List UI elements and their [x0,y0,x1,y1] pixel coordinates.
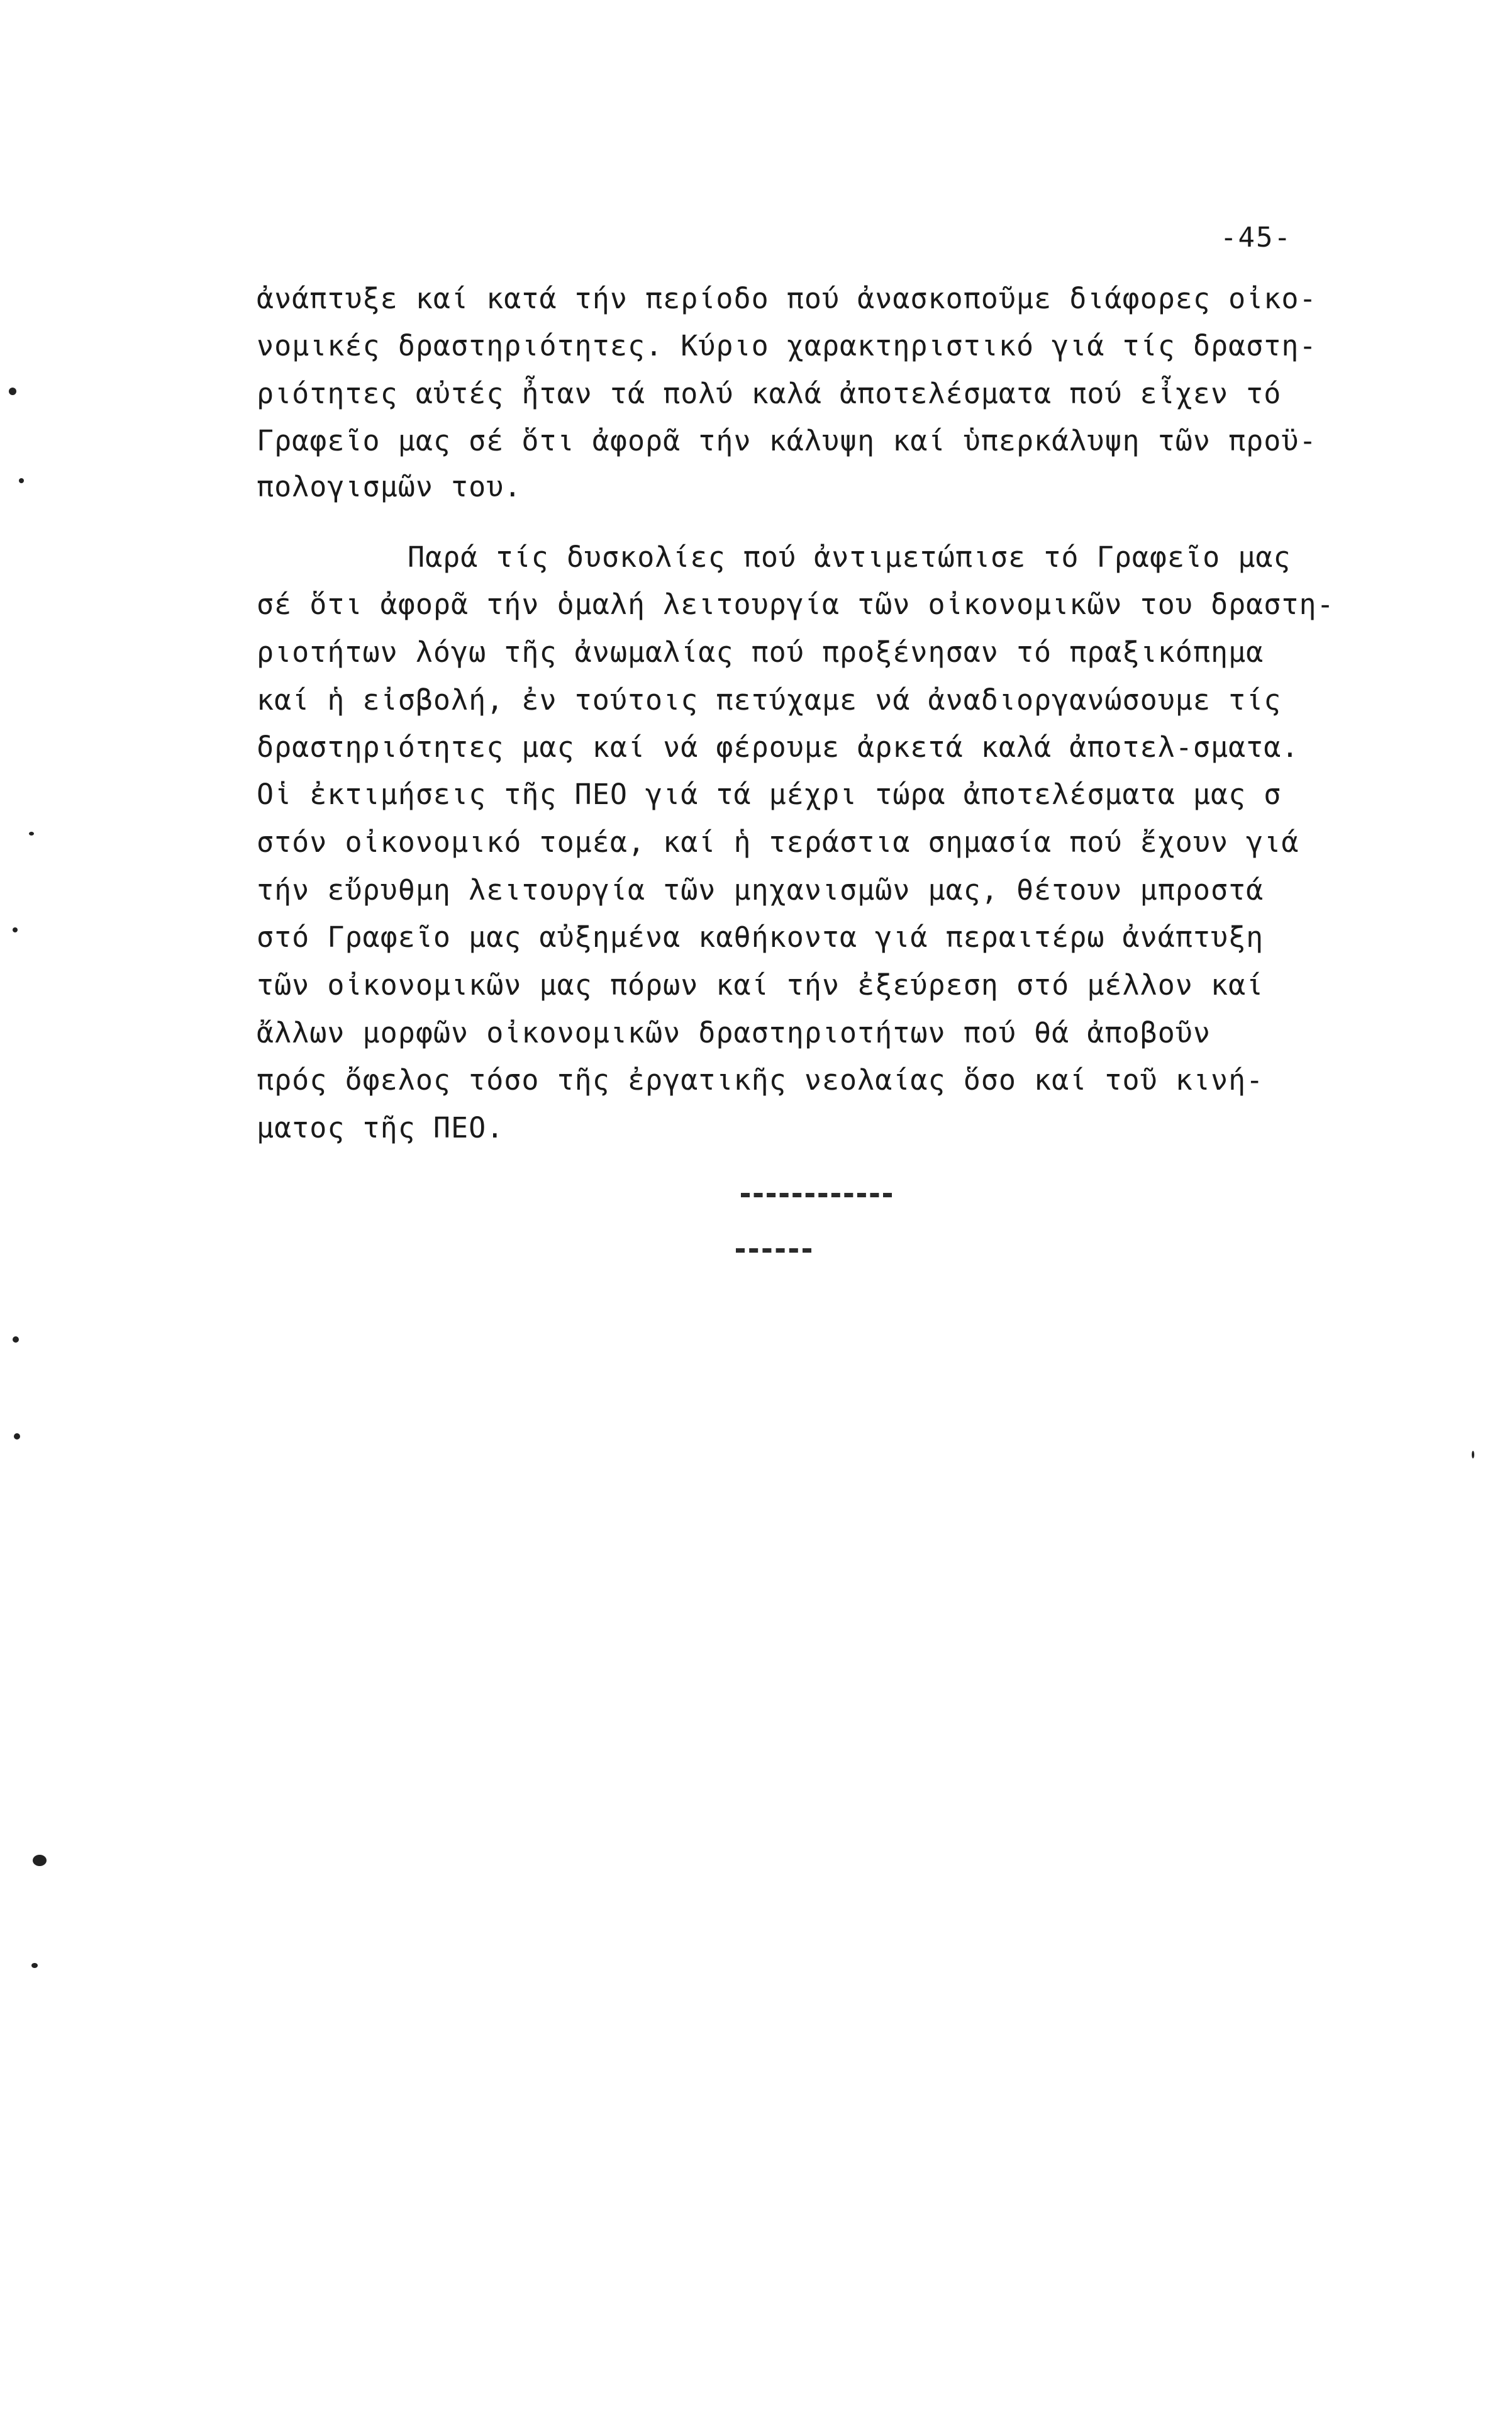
end-divider-long [741,1193,892,1197]
text-line: πολογισμῶν του. [257,470,522,503]
text-line: καί ἡ εἰσβολή, ἐν τούτοις πετύχαμε νά ἀναδιοργανώσουμε τίς [257,683,1282,717]
text-line: πρός ὄφελος τόσο τῆς ἐργατικῆς νεολαίας ὅσο καί τοῦ κινή- [257,1063,1264,1097]
text-line: δραστηριότητες μας καί νά φέρουμε ἀρκετά καλά ἀποτελ-σματα. [257,730,1299,764]
scan-speck [33,1855,47,1866]
text-line: στό Γραφεῖο μας αὐξημένα καθήκοντα γιά περαιτέρω ἀνάπτυξη [257,920,1264,954]
text-line: ἀνάπτυξε καί κατά τήν περίοδο πού ἀνασκοποῦμε διάφορες οἰκο- [257,282,1317,315]
text-line: Παρά τίς δυσκολίες πού ἀντιμετώπισε τό Γραφεῖο μας [408,540,1291,574]
text-line: Οἱ ἐκτιμήσεις τῆς ΠΕΟ γιά τά μέχρι τώρα ἀποτελέσματα μας σ [257,778,1282,811]
scan-speck [19,478,24,483]
text-line: ριότητες αὐτές ἦταν τά πολύ καλά ἀποτελέσματα πού εἶχεν τό [257,377,1282,410]
text-line: ἄλλων μορφῶν οἰκονομικῶν δραστηριοτήτων πού θά ἀποβοῦν [257,1016,1211,1049]
text-line: ματος τῆς ΠΕΟ. [257,1111,504,1144]
scan-speck [29,832,34,836]
scan-speck [14,1433,20,1440]
text-line: τήν εὔρυθμη λειτουργία τῶν μηχανισμῶν μας, θέτουν μπροστά [257,873,1264,907]
text-line: τῶν οἰκονομικῶν μας πόρων καί τήν ἐξεύρεση στό μέλλον καί [257,968,1264,1002]
scan-speck [1472,1451,1474,1458]
page-number: -45- [1220,221,1292,254]
end-divider-short [736,1248,811,1253]
scan-speck [9,388,16,395]
text-line: νομικές δραστηριότητες. Κύριο χαρακτηριστικό γιά τίς δραστη- [257,329,1317,362]
text-line: στόν οἰκονομικό τομέα, καί ἡ τεράστια σημασία πού ἔχουν γιά [257,825,1299,859]
text-line: Γραφεῖο μας σέ ὅτι ἀφορᾶ τήν κάλυψη καί ὑπερκάλυψη τῶν προϋ- [257,424,1317,457]
scan-speck [13,927,18,932]
text-line: σέ ὅτι ἀφορᾶ τήν ὁμαλή λειτουργία τῶν οἰκονομικῶν του δραστη- [257,588,1335,621]
scan-speck [13,1336,19,1343]
scan-speck [31,1963,38,1968]
text-line: ριοτήτων λόγω τῆς ἀνωμαλίας πού προξένησαν τό πραξικόπημα [257,635,1264,669]
